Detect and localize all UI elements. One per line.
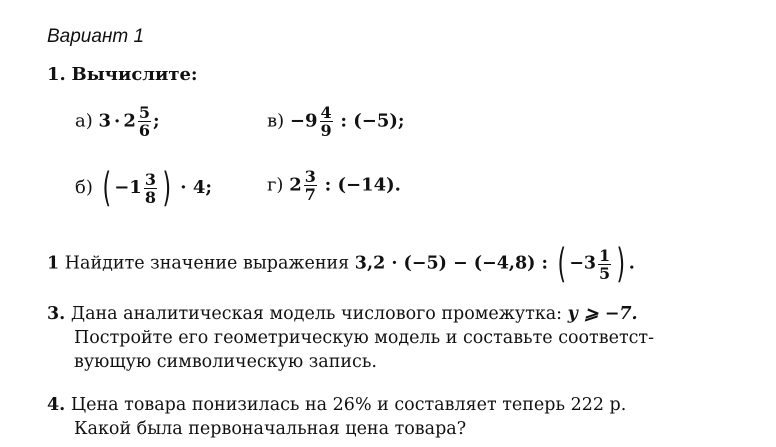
item-g-int: 2	[289, 174, 302, 196]
task1-item-v	[267, 104, 405, 139]
task2	[47, 241, 635, 287]
task3-number: 3.	[47, 304, 66, 324]
task3-line2: Постройте его геометрическую модель и составьте соответст-	[74, 328, 655, 348]
item-b-int: −1	[114, 177, 142, 198]
variant-title: Вариант 1	[47, 26, 145, 47]
task4-line2: Какой была первоначальная цена товара?	[74, 419, 467, 439]
task2-number: 1	[47, 253, 60, 274]
item-a-whole: 3	[98, 110, 112, 132]
task1-item-g	[267, 168, 401, 203]
item-b-label: б)	[75, 177, 93, 198]
task2-expression: 3,2 · (−5) − (−4,8) :	[354, 253, 548, 274]
item-a-dot: ·	[114, 110, 121, 132]
item-g-rest: : (−14).	[324, 174, 401, 196]
left-paren: (	[557, 241, 566, 287]
task1-text: Вычислите:	[71, 64, 198, 85]
item-a-int: 2	[123, 110, 136, 132]
item-g-label: г)	[267, 174, 284, 196]
task1-item-a	[75, 104, 160, 139]
task1-number: 1.	[47, 64, 66, 85]
item-a-label: а)	[75, 110, 93, 132]
item-a-end: ;	[152, 110, 160, 132]
task3-inequality: y ⩾ −7.	[567, 304, 638, 324]
task4-number: 4.	[47, 395, 66, 415]
task4-text-line1: Цена товара понизилась на 26% и составляет теперь 222 р.	[70, 395, 627, 415]
item-v-label: в)	[267, 110, 285, 132]
task2-int: −3	[569, 253, 597, 274]
task4-line1	[47, 393, 626, 417]
right-paren: )	[162, 165, 172, 211]
item-b-rest: · 4;	[180, 177, 212, 198]
task2-end: .	[628, 253, 635, 274]
item-b-fraction: $\frac{3}{8}$	[144, 169, 156, 207]
item-v-fraction: $\frac{4}{9}$	[320, 103, 332, 140]
task3-line3: вующую символическую запись.	[74, 352, 377, 372]
task2-fraction: $\frac{1}{5}$	[599, 245, 611, 283]
task3-line1	[47, 302, 638, 326]
task1-heading	[47, 63, 198, 87]
task2-text: Найдите значение выражения	[64, 253, 350, 274]
task3-text-line1: Дана аналитическая модель числового промежутка:	[70, 304, 563, 324]
item-g-fraction: $\frac{3}{7}$	[304, 167, 316, 204]
left-paren: (	[102, 165, 111, 211]
item-a-fraction: $\frac{5}{6}$	[138, 103, 150, 140]
item-v-int: −9	[289, 110, 318, 132]
right-paren: )	[616, 241, 626, 287]
task1-item-b	[75, 165, 212, 211]
item-v-rest: : (−5);	[340, 110, 405, 132]
